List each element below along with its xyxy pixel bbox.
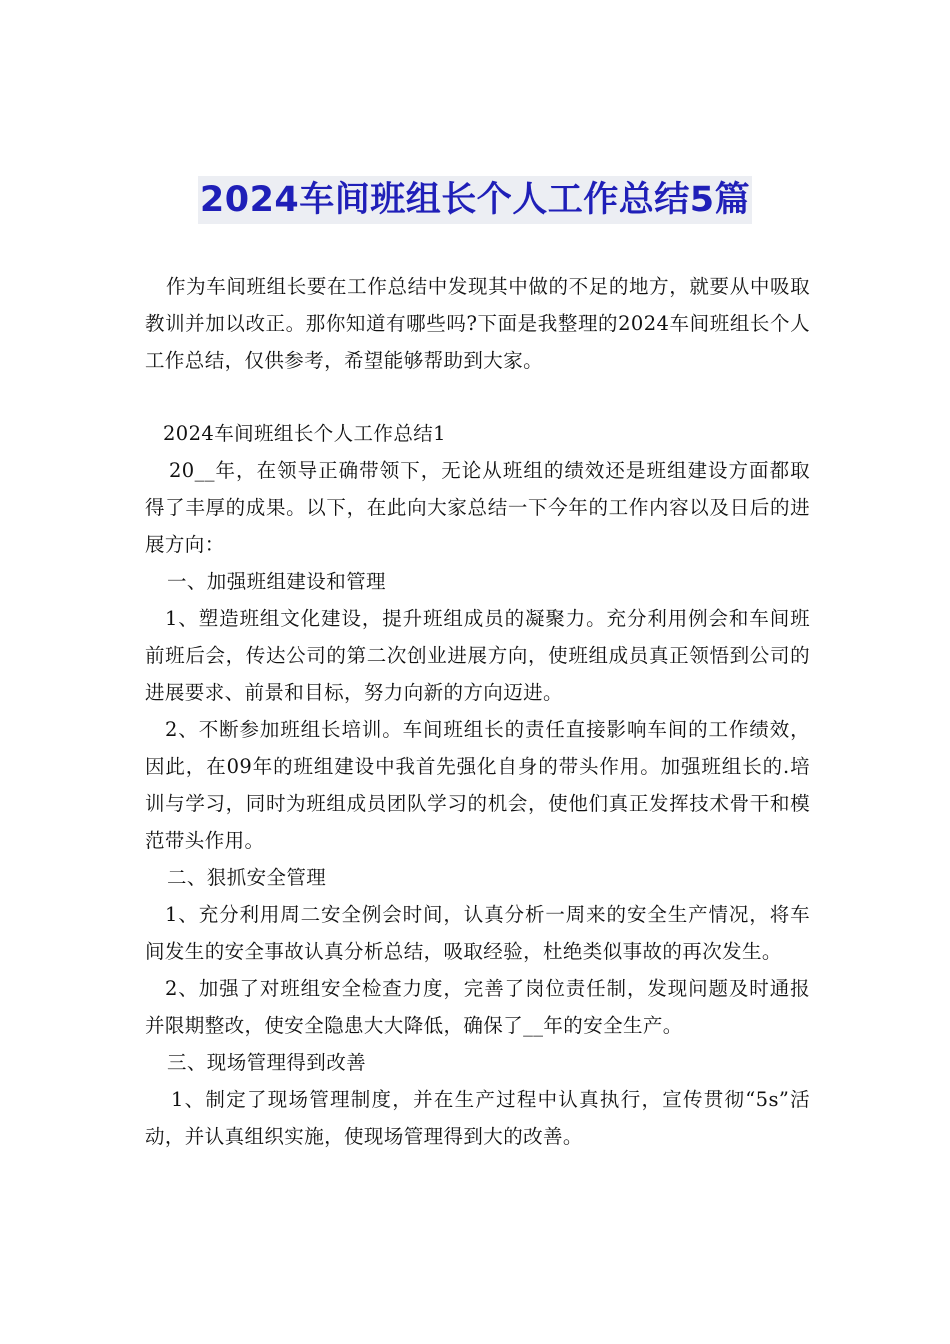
heading-three-item-1: 1、制定了现场管理制度，并在生产过程中认真执行，宣传贯彻“5s”活动，并认真组织实施，使现场管理得到大的改善。	[145, 1088, 810, 1148]
heading-two-item-1: 1、充分利用周二安全例会时间，认真分析一周来的安全生产情况，将车间发生的安全事故认真分析总结，吸取经验，杜绝类似事故的再次发生。	[145, 903, 810, 963]
document-body	[145, 268, 810, 1155]
heading-one-item-1: 1、塑造班组文化建设，提升班组成员的凝聚力。充分利用例会和车间班前班后会，传达公司的第二次创业进展方向，使班组成员真正领悟到公司的进展要求、前景和目标，努力向新的方向迈进。	[145, 607, 810, 704]
intro-paragraph: 作为车间班组长要在工作总结中发现其中做的不足的地方，就要从中吸取教训并加以改正。那你知道有哪些吗?下面是我整理的2024车间班组长个人工作总结，仅供参考，希望能够帮助到大家。	[145, 275, 810, 372]
heading-two-item-2: 2、加强了对班组安全检查力度，完善了岗位责任制，发现问题及时通报并限期整改，使安全隐患大大降低，确保了__年的安全生产。	[145, 977, 810, 1037]
document-title: 2024车间班组长个人工作总结5篇	[198, 176, 752, 224]
heading-two: 二、狠抓安全管理	[167, 866, 327, 889]
heading-three: 三、现场管理得到改善	[167, 1051, 367, 1074]
title-container	[0, 176, 950, 224]
section-title: 2024车间班组长个人工作总结1	[163, 422, 446, 445]
paragraph-gap	[145, 379, 810, 415]
opening-paragraph: 20__年，在领导正确带领下，无论从班组的绩效还是班组建设方面都取得了丰厚的成果。以下，在此向大家总结一下今年的工作内容以及日后的进展方向：	[145, 459, 810, 556]
heading-one-item-2: 2、不断参加班组长培训。车间班组长的责任直接影响车间的工作绩效，因此，在09年的班组建设中我首先强化自身的带头作用。加强班组长的.培训与学习，同时为班组成员团队学习的机会，使他们真正发挥技术骨干和模范带头作用。	[145, 718, 810, 852]
heading-one: 一、加强班组建设和管理	[167, 570, 386, 593]
